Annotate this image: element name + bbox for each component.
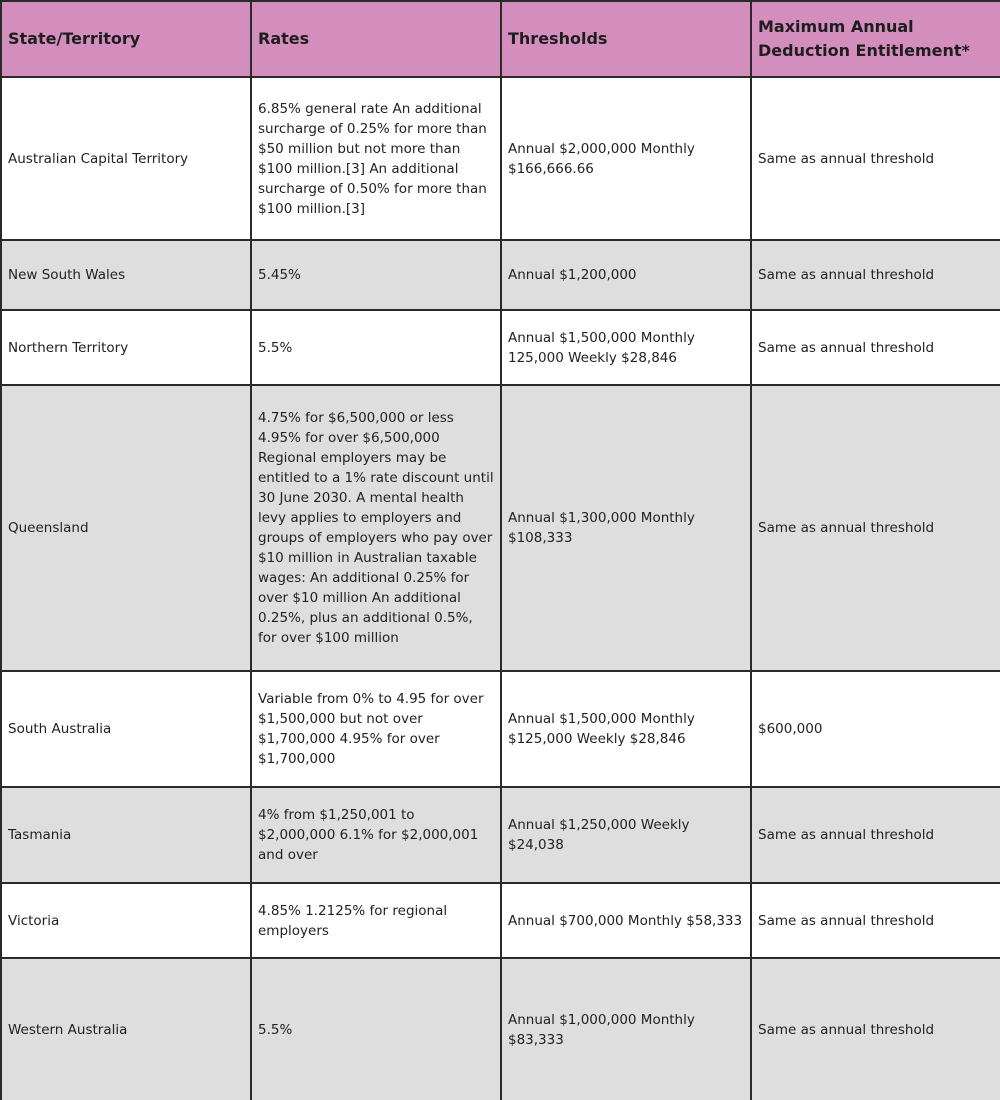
- column-header-max-deduction: Maximum Annual Deduction Entitlement*: [751, 1, 1000, 77]
- cell-thresholds: Annual $1,200,000: [501, 240, 751, 310]
- header-row: [1, 1, 1000, 77]
- column-header-thresholds: Thresholds: [501, 1, 751, 77]
- table-row: [1, 385, 1000, 671]
- cell-state: South Australia: [1, 671, 251, 787]
- cell-max-deduction: Same as annual threshold: [751, 958, 1000, 1100]
- cell-max-deduction: Same as annual threshold: [751, 385, 1000, 671]
- cell-rates: Variable from 0% to 4.95 for over $1,500,000 but not over $1,700,000 4.95% for over $1,700,000: [251, 671, 501, 787]
- cell-rates: 6.85% general rate An additional surcharge of 0.25% for more than $50 million but not more than $100 million.[3] An additional surcharge of 0.50% for more than $100 million.[3]: [251, 77, 501, 240]
- cell-state: Western Australia: [1, 958, 251, 1100]
- cell-thresholds: Annual $1,500,000 Monthly $125,000 Weekly $28,846: [501, 671, 751, 787]
- table-row: [1, 787, 1000, 883]
- cell-thresholds: Annual $700,000 Monthly $58,333: [501, 883, 751, 958]
- column-header-rates: Rates: [251, 1, 501, 77]
- cell-thresholds: Annual $1,250,000 Weekly $24,038: [501, 787, 751, 883]
- cell-rates: 4.75% for $6,500,000 or less 4.95% for over $6,500,000 Regional employers may be entitled to a 1% rate discount until 30 June 2030. A mental health levy applies to employers and groups of employers who pay over $10 million in Australian taxable wages: An additional 0.25% for over $10 million An additional 0.25%, plus an additional 0.5%, for over $100 million: [251, 385, 501, 671]
- table-row: [1, 883, 1000, 958]
- table-row: [1, 77, 1000, 240]
- cell-max-deduction: $600,000: [751, 671, 1000, 787]
- cell-state: Tasmania: [1, 787, 251, 883]
- cell-state: Northern Territory: [1, 310, 251, 385]
- cell-rates: 4% from $1,250,001 to $2,000,000 6.1% for $2,000,001 and over: [251, 787, 501, 883]
- cell-max-deduction: Same as annual threshold: [751, 787, 1000, 883]
- cell-thresholds: Annual $1,000,000 Monthly $83,333: [501, 958, 751, 1100]
- cell-rates: 4.85% 1.2125% for regional employers: [251, 883, 501, 958]
- cell-thresholds: Annual $1,500,000 Monthly 125,000 Weekly $28,846: [501, 310, 751, 385]
- cell-max-deduction: Same as annual threshold: [751, 77, 1000, 240]
- cell-max-deduction: Same as annual threshold: [751, 240, 1000, 310]
- cell-state: New South Wales: [1, 240, 251, 310]
- column-header-state: State/Territory: [1, 1, 251, 77]
- cell-rates: 5.45%: [251, 240, 501, 310]
- cell-state: Australian Capital Territory: [1, 77, 251, 240]
- cell-rates: 5.5%: [251, 310, 501, 385]
- table-row: [1, 958, 1000, 1100]
- cell-max-deduction: Same as annual threshold: [751, 883, 1000, 958]
- cell-state: Queensland: [1, 385, 251, 671]
- cell-state: Victoria: [1, 883, 251, 958]
- table-row: [1, 310, 1000, 385]
- cell-max-deduction: Same as annual threshold: [751, 310, 1000, 385]
- table-row: [1, 240, 1000, 310]
- cell-rates: 5.5%: [251, 958, 501, 1100]
- table-row: [1, 671, 1000, 787]
- cell-thresholds: Annual $1,300,000 Monthly $108,333: [501, 385, 751, 671]
- cell-thresholds: Annual $2,000,000 Monthly $166,666.66: [501, 77, 751, 240]
